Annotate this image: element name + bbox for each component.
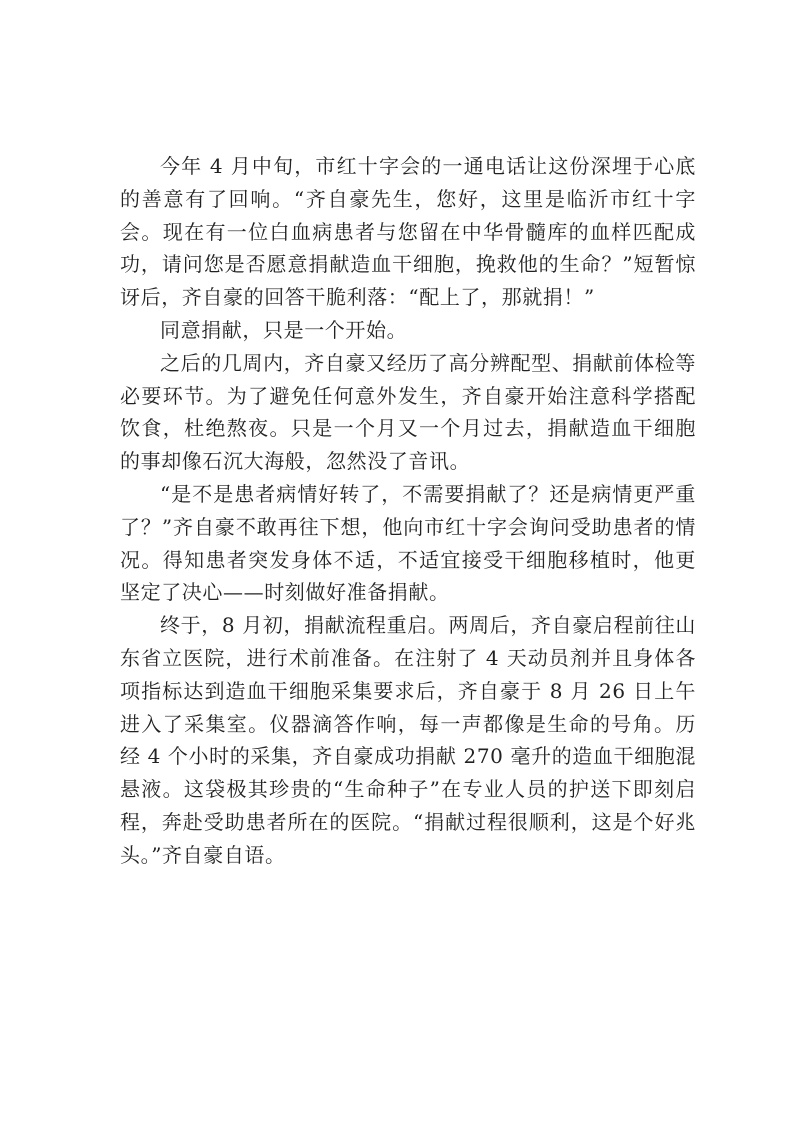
paragraph-phone-call: 今年 4 月中旬，市红十字会的一通电话让这份深埋于心底的善意有了回响。“齐自豪先生，您好，这里是临沂市红十字会。现在有一位白血病患者与您留在中华骨髓库的血样匹配成功，请问您是否愿意捐献造血干细胞，挽救他的生命？”短暂惊讶后，齐自豪的回答干脆利落：“配上了，那就捐！” xyxy=(120,154,696,310)
paragraph-donation-process: 终于，8 月初，捐献流程重启。两周后，齐自豪启程前往山东省立医院，进行术前准备。在注射了 4 天动员剂并且身体各项指标达到造血干细胞采集要求后，齐自豪于 8 月 26 日上午进入了采集室。仪器滴答作响，每一声都像是生命的号角。历经 4 个小时的采集，齐自豪成功捐献 270 毫升的造血干细胞混悬液。这袋极其珍贵的“生命种子”在专业人员的护送下即刻启程，奔赴受助患者所在的医院。“捐献过程很顺利，这是个好兆头。”齐自豪自语。 xyxy=(120,613,696,867)
article-body xyxy=(120,150,696,872)
paragraph-agree-donation: 同意捐献，只是一个开始。 xyxy=(160,317,408,342)
paragraph-preparation: 之后的几周内，齐自豪又经历了高分辨配型、捐献前体检等必要环节。为了避免任何意外发生，齐自豪开始注意科学搭配饮食，杜绝熬夜。只是一个月又一个月过去，捐献造血干细胞的事却像石沉大海般，忽然没了音讯。 xyxy=(120,350,696,474)
paragraph-waiting: “是不是患者病情好转了，不需要捐献了？还是病情更严重了？”齐自豪不敢再往下想，他向市红十字会询问受助患者的情况。得知患者突发身体不适，不适宜接受干细胞移植时，他更坚定了决心——时刻做好准备捐献。 xyxy=(120,481,696,605)
